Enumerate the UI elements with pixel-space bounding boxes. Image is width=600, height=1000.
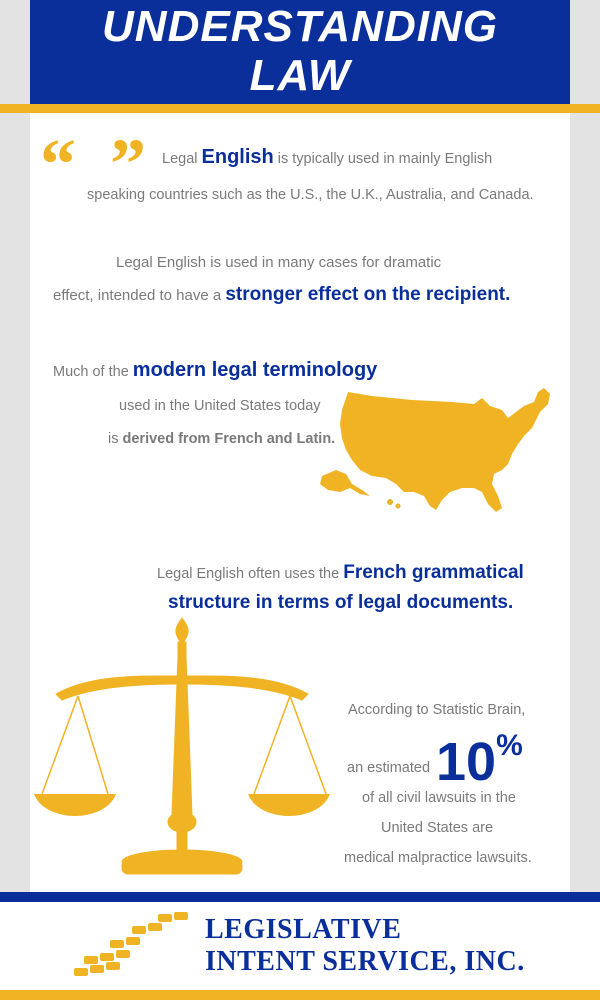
fact-5-line-3: of all civil lawsuits in the: [362, 790, 516, 806]
fact-1-highlight: English: [201, 146, 274, 168]
fact-5-line-2: an estimated: [347, 760, 431, 776]
title-underline: [0, 104, 600, 113]
fact-3-line-2: used in the United States today: [119, 398, 321, 414]
statistic-number: 10: [436, 732, 497, 792]
fact-5-line-4: United States are: [381, 820, 494, 836]
fact-5-line-1: According to Statistic Brain,: [348, 702, 526, 718]
title-line-2: LAW: [249, 51, 351, 100]
close-quote-icon: ”: [110, 124, 146, 204]
fact-2-highlight: stronger effect on the recipient.: [225, 284, 511, 305]
fact-5-line-5: medical malpractice lawsuits.: [344, 850, 532, 866]
statistic-percent: [436, 722, 523, 792]
us-map-icon: [312, 384, 557, 516]
footer-top-bar: [0, 892, 600, 902]
page-title: [30, 0, 570, 106]
fact-3-line-3-bold: derived from French and Latin.: [122, 431, 336, 447]
scales-of-justice-icon: [32, 614, 332, 886]
fact-2-line-1: Legal English is used in many cases for dramatic: [116, 254, 442, 271]
brand-line-1: LEGISLATIVE: [205, 914, 402, 945]
fact-4-pre: Legal English often uses the: [157, 566, 344, 582]
percent-sign: %: [496, 729, 523, 762]
fact-3-line-3-pre: is: [108, 431, 123, 447]
gold-bars-logo-icon: [70, 910, 195, 982]
fact-1-line-1: [162, 146, 492, 169]
open-quote-icon: “: [40, 124, 76, 204]
fact-2-pre: effect, intended to have a: [53, 287, 226, 304]
fact-1-line-2: speaking countries such as the U.S., the U.K., Australia, and Canada.: [87, 187, 534, 203]
fact-4-line-2: [168, 592, 513, 614]
fact-4-line-1: [157, 562, 524, 584]
fact-3-line-1: [53, 359, 377, 382]
fact-3-line-3: [108, 431, 335, 447]
fact-1-pre: Legal: [162, 151, 202, 167]
fact-3-pre: Much of the: [53, 364, 133, 380]
brand-line-2: INTENT SERVICE, INC.: [205, 946, 525, 977]
footer-bottom-bar: [0, 990, 600, 1000]
fact-4-highlight-2: structure in terms of legal documents.: [168, 592, 514, 613]
fact-4-highlight-1: French grammatical: [343, 562, 524, 583]
fact-2-line-2: [53, 284, 510, 306]
title-line-1: UNDERSTANDING: [102, 2, 498, 51]
fact-1-post: is typically used in mainly English: [273, 151, 493, 167]
fact-3-highlight: modern legal terminology: [132, 359, 378, 381]
